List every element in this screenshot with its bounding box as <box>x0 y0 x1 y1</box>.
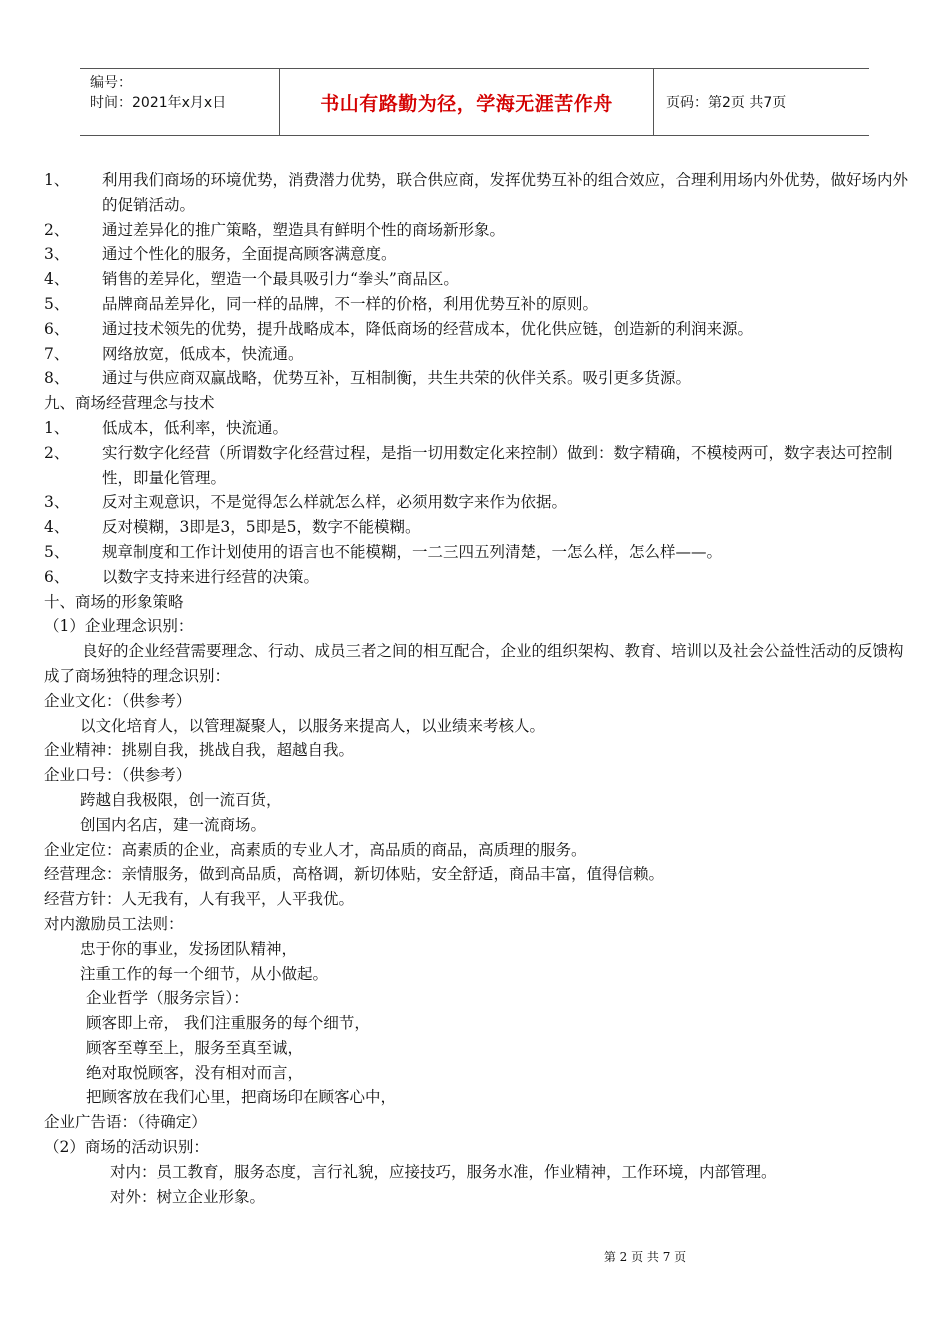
section-title: 十、商场的形象策略 <box>44 592 184 611</box>
list-text: 通过技术领先的优势，提升战略成本，降低商场的经营成本，优化供应链，创造新的利润来源。 <box>102 319 754 338</box>
code-label: 编号： <box>90 75 132 91</box>
header-left-cell <box>80 69 280 135</box>
motivation-line: 注重工作的每一个细节，从小做起。 <box>80 964 329 983</box>
list-item <box>44 441 909 491</box>
list-text: 网络放宽，低成本，快流通。 <box>102 344 304 363</box>
list-text: 规章制度和工作计划使用的语言也不能模糊，一二三四五列清楚，一怎么样，怎么样——。 <box>102 542 723 561</box>
list-number: 3、 <box>44 245 70 264</box>
slogan-label: 企业口号：（供参考） <box>44 766 192 785</box>
philosophy-label: 企业哲学（服务宗旨）： <box>86 989 249 1008</box>
list-number: 5、 <box>44 294 70 313</box>
internal-text: 对内：员工教育，服务态度，言行礼貌，应接技巧，服务水准，作业精神，工作环境，内部管理。 <box>110 1162 777 1181</box>
list-number: 1、 <box>44 418 70 437</box>
list-text: 通过个性化的服务，全面提高顾客满意度。 <box>102 245 397 264</box>
list-text: 销售的差异化，塑造一个最具吸引力“拳头”商品区。 <box>102 270 459 289</box>
header-middle-cell <box>280 69 654 135</box>
list-item <box>44 242 909 267</box>
paragraph: 良好的企业经营需要理念、行动、成员三者之间的相互配合，企业的组织架构、教育、培训以及社会公益性活动的反馈构成了商场独特的理念识别： <box>44 642 904 685</box>
list-text: 利用我们商场的环境优势，消费潜力优势，联合供应商，发挥优势互补的组合效应，合理利用场内外优势，做好场内外的促销活动。 <box>102 171 909 214</box>
list-item <box>44 515 909 540</box>
list-number: 6、 <box>44 567 70 586</box>
header-motto: 书山有路勤为径，学海无涯苦作舟 <box>320 92 613 115</box>
list-number: 4、 <box>44 270 70 289</box>
ad-slogan-text: 企业广告语：（待确定） <box>44 1113 207 1132</box>
business-philosophy-text: 经营理念：亲情服务，做到高品质，高格调，新切体贴，安全舒适，商品丰富，值得信赖。 <box>44 865 665 884</box>
subsection-title: （1）企业理念识别： <box>44 617 194 636</box>
motivation-label: 对内激励员工法则： <box>44 914 184 933</box>
list-text: 通过与供应商双赢战略，优势互补，互相制衡，共生共荣的伙伴关系。吸引更多货源。 <box>102 369 692 388</box>
list-item <box>44 342 909 367</box>
list-number: 7、 <box>44 344 70 363</box>
list-item <box>44 218 909 243</box>
list-number: 3、 <box>44 493 70 512</box>
page-info: 页码：第2页 共7页 <box>666 95 787 111</box>
list-item <box>44 366 909 391</box>
list-item <box>44 416 909 441</box>
list-item <box>44 168 909 218</box>
list-number: 2、 <box>44 443 70 462</box>
slogan-line: 创国内名店，建一流商场。 <box>80 815 267 834</box>
header-right-cell <box>654 69 869 135</box>
list-number: 2、 <box>44 220 70 239</box>
list-item <box>44 292 909 317</box>
philosophy-line: 顾客至尊至上，服务至真至诚， <box>86 1038 304 1057</box>
list-number: 1、 <box>44 171 70 189</box>
list-item <box>44 565 909 590</box>
list-text: 反对模糊，3即是3，5即是5，数字不能模糊。 <box>102 518 421 537</box>
time-label: 时间：2021年x月x日 <box>90 95 227 111</box>
list-item <box>44 540 909 565</box>
policy-text: 经营方针：人无我有，人有我平，人平我优。 <box>44 890 355 909</box>
external-text: 对外：树立企业形象。 <box>110 1187 266 1206</box>
list-number: 5、 <box>44 542 70 561</box>
slogan-line: 跨越自我极限，创一流百货， <box>80 790 282 809</box>
list-number: 4、 <box>44 518 70 537</box>
list-text: 低成本，低利率，快流通。 <box>102 418 289 437</box>
list-number: 6、 <box>44 319 70 338</box>
list-item <box>44 267 909 292</box>
page-footer: 第 2 页 共 7 页 <box>603 1250 687 1264</box>
header-table <box>80 68 869 136</box>
culture-text: 以文化培育人，以管理凝聚人，以服务来提高人，以业绩来考核人。 <box>80 716 546 735</box>
list-text: 通过差异化的推广策略，塑造具有鲜明个性的商场新形象。 <box>102 220 506 239</box>
list-number: 8、 <box>44 369 70 388</box>
motivation-line: 忠于你的事业，发扬团队精神， <box>80 939 298 958</box>
list-text: 实行数字化经营（所谓数字化经营过程，是指一切用数定化来控制）做到：数字精确，不模棱两可，数字表达可控制性，即量化管理。 <box>102 443 893 487</box>
subsection-title: （2）商场的活动识别： <box>44 1138 209 1157</box>
philosophy-line: 顾客即上帝， 我们注重服务的每个细节， <box>86 1014 370 1033</box>
section-title: 九、商场经营理念与技术 <box>44 394 215 413</box>
list-item <box>44 490 909 515</box>
list-text: 品牌商品差异化，同一样的品牌，不一样的价格，利用优势互补的原则。 <box>102 294 599 313</box>
list-text: 以数字支持来进行经营的决策。 <box>102 567 320 586</box>
list-item <box>44 317 909 342</box>
culture-label: 企业文化：（供参考） <box>44 691 192 710</box>
philosophy-line: 绝对取悦顾客，没有相对而言， <box>86 1063 304 1082</box>
spirit-text: 企业精神：挑剔自我，挑战自我，超越自我。 <box>44 741 355 760</box>
document-body <box>44 168 909 1209</box>
philosophy-line: 把顾客放在我们心里，把商场印在顾客心中， <box>86 1088 397 1107</box>
positioning-text: 企业定位：高素质的企业，高素质的专业人才，高品质的商品，高质理的服务。 <box>44 840 587 859</box>
list-text: 反对主观意识，不是觉得怎么样就怎么样，必须用数字来作为依据。 <box>102 493 568 512</box>
